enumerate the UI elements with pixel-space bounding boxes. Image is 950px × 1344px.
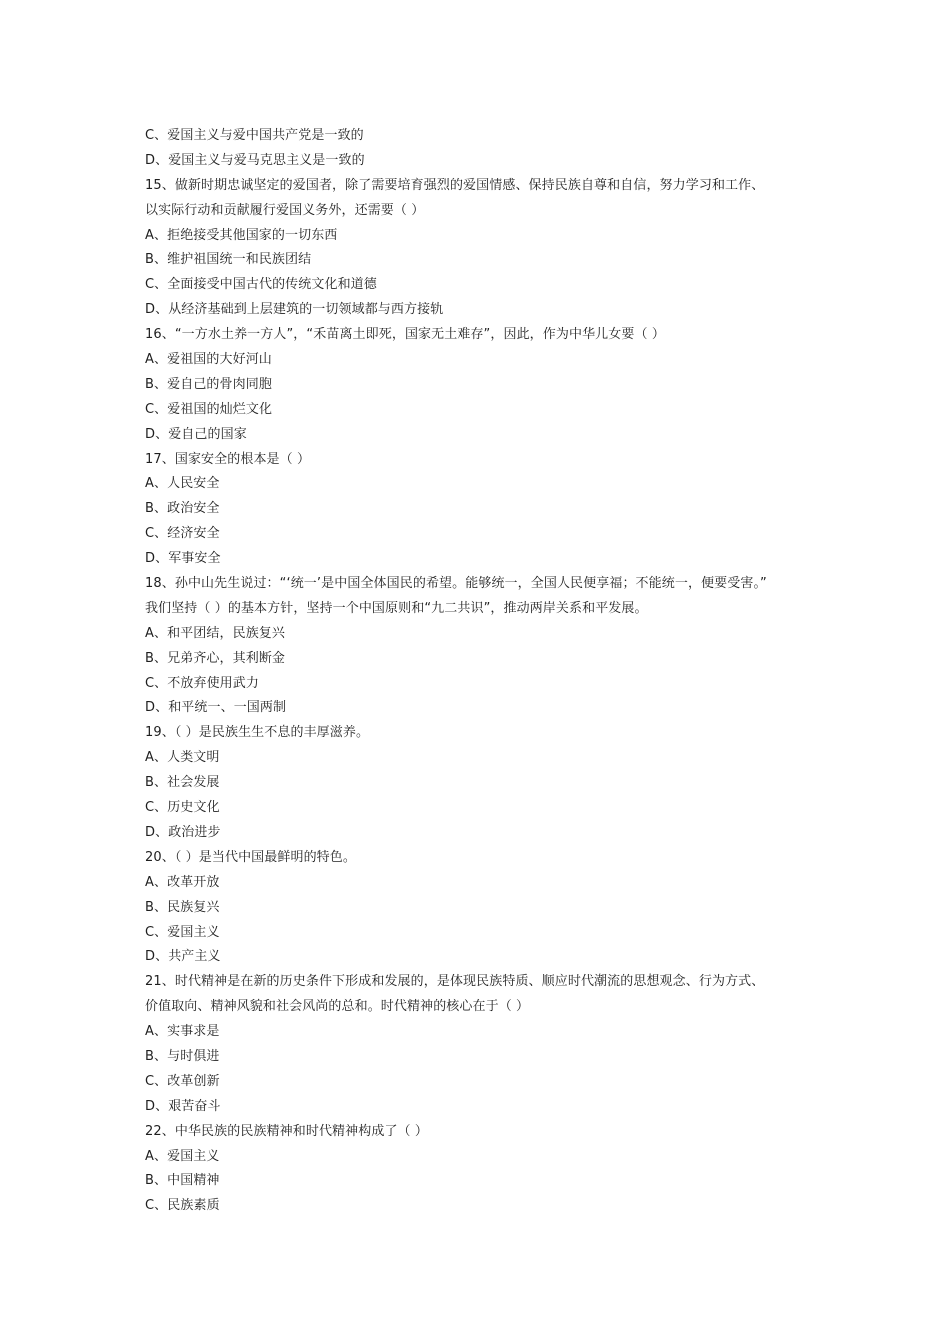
question-15-line-1: 15、做新时期忠诚坚定的爱国者，除了需要培育强烈的爱国情感、保持民族自尊和自信，努力学习和工作、 bbox=[145, 177, 765, 193]
option-c-q18: C、不放弃使用武力 bbox=[145, 675, 259, 691]
question-21-line-1: 21、时代精神是在新的历史条件下形成和发展的，是体现民族特质、顺应时代潮流的思想观念、行为方式、 bbox=[145, 974, 765, 990]
option-d-q19: D、政治进步 bbox=[145, 824, 221, 840]
option-d-q14: D、爱国主义与爱马克思主义是一致的 bbox=[145, 152, 365, 168]
option-b-q18: B、兄弟齐心，其利断金 bbox=[145, 650, 286, 666]
question-22: 22、中华民族的民族精神和时代精神构成了（ ） bbox=[145, 1123, 428, 1139]
option-a-q16: A、爱祖国的大好河山 bbox=[145, 352, 272, 368]
option-b-q22: B、中国精神 bbox=[145, 1173, 220, 1189]
question-20: 20、（ ）是当代中国最鲜明的特色。 bbox=[145, 849, 356, 865]
document-page bbox=[145, 124, 825, 1219]
option-d-q20: D、共产主义 bbox=[145, 949, 221, 965]
option-c-q16: C、爱祖国的灿烂文化 bbox=[145, 401, 273, 417]
option-c-q17: C、经济安全 bbox=[145, 526, 220, 542]
option-b-q21: B、与时俱进 bbox=[145, 1048, 220, 1064]
option-a-q18: A、和平团结，民族复兴 bbox=[145, 625, 285, 641]
option-a-q19: A、人类文明 bbox=[145, 750, 220, 766]
option-c-q19: C、历史文化 bbox=[145, 800, 220, 816]
option-a-q17: A、人民安全 bbox=[145, 476, 220, 492]
option-b-q19: B、社会发展 bbox=[145, 775, 220, 791]
option-c-q15: C、全面接受中国古代的传统文化和道德 bbox=[145, 277, 377, 293]
option-d-q15: D、从经济基础到上层建筑的一切领域都与西方接轨 bbox=[145, 302, 444, 318]
option-b-q15: B、维护祖国统一和民族团结 bbox=[145, 252, 312, 268]
option-c-q22: C、民族素质 bbox=[145, 1198, 220, 1214]
question-18-line-1: 18、孙中山先生说过：“‘统一’是中国全体国民的希望。能够统一，全国人民便享福；不能统一，便要受害。” bbox=[145, 576, 767, 592]
question-18-line-2: 我们坚持（ ）的基本方针，坚持一个中国原则和“九二共识”，推动两岸关系和平发展。 bbox=[145, 600, 648, 616]
option-c-q14: C、爱国主义与爱中国共产党是一致的 bbox=[145, 128, 364, 143]
question-15-line-2: 以实际行动和贡献履行爱国义务外，还需要（ ） bbox=[145, 202, 425, 218]
option-a-q21: A、实事求是 bbox=[145, 1024, 220, 1040]
option-c-q20: C、爱国主义 bbox=[145, 924, 220, 940]
option-d-q17: D、军事安全 bbox=[145, 551, 221, 567]
question-17: 17、国家安全的根本是（ ） bbox=[145, 451, 311, 467]
option-a-q22: A、爱国主义 bbox=[145, 1148, 220, 1164]
question-21-line-2: 价值取向、精神风貌和社会风尚的总和。时代精神的核心在于（ ） bbox=[145, 999, 530, 1015]
option-b-q17: B、政治安全 bbox=[145, 501, 220, 517]
option-a-q20: A、改革开放 bbox=[145, 874, 220, 890]
question-16: 16、“一方水土养一方人”，“禾苗离土即死，国家无土难存”，因此，作为中华儿女要（ ） bbox=[145, 327, 665, 343]
option-a-q15: A、拒绝接受其他国家的一切东西 bbox=[145, 227, 338, 243]
option-d-q16: D、爱自己的国家 bbox=[145, 426, 247, 442]
option-b-q16: B、爱自己的骨肉同胞 bbox=[145, 376, 272, 392]
option-d-q18: D、和平统一、一国两制 bbox=[145, 700, 287, 716]
option-c-q21: C、改革创新 bbox=[145, 1073, 220, 1089]
question-19: 19、（ ）是民族生生不息的丰厚滋养。 bbox=[145, 725, 370, 741]
option-d-q21: D、艰苦奋斗 bbox=[145, 1098, 221, 1114]
option-b-q20: B、民族复兴 bbox=[145, 899, 220, 915]
